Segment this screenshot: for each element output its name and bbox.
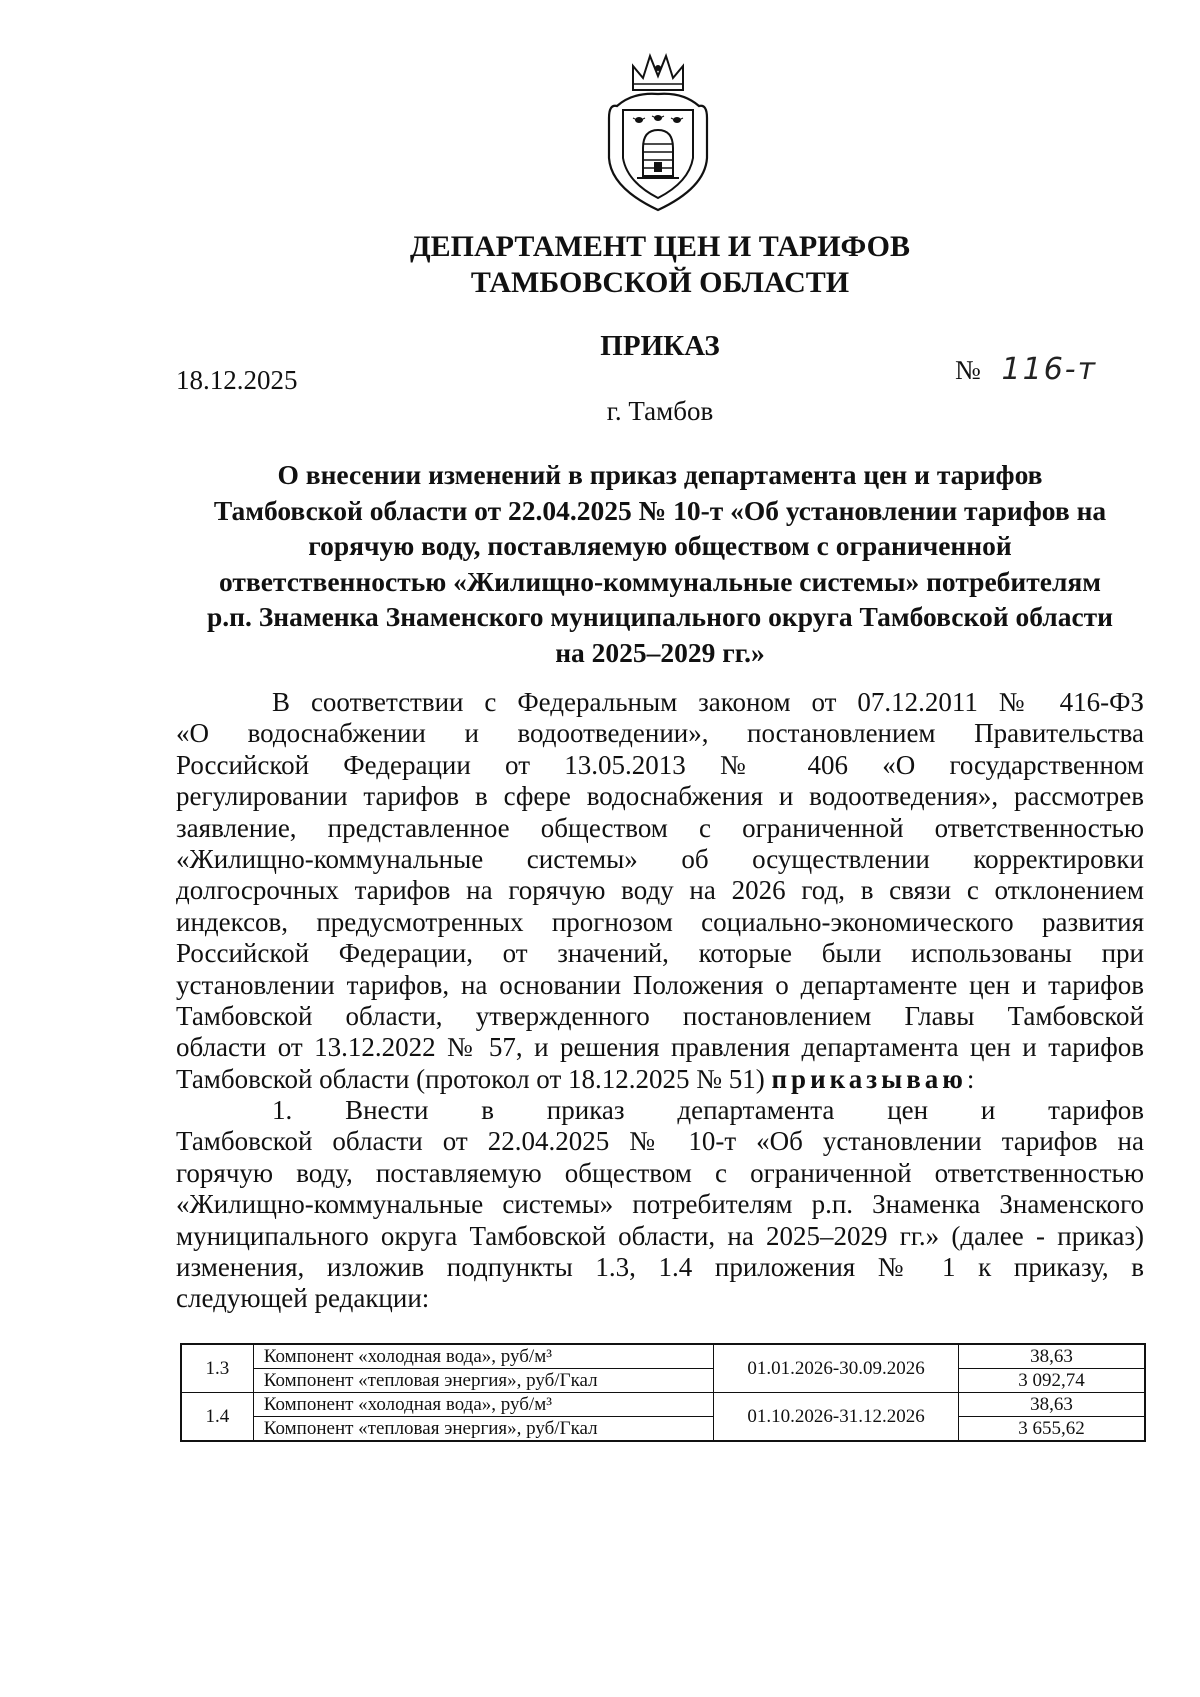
preamble-line: установлении тарифов, на основании Положения о департаменте цен и тарифов [176,969,1144,1000]
order-number [955,352,1097,387]
number-sign: № [955,355,981,385]
table-row [181,1417,1145,1442]
order-date: 18.12.2025 [176,365,298,395]
order-word: приказываю [771,1063,967,1094]
table-row [181,1369,1145,1393]
order-colon: : [966,1063,975,1094]
subject-line: О внесении изменений в приказ департамента цен и тарифов [277,459,1043,490]
preamble-line: области от 13.12.2022 № 57, и решения правления департамента цен и тарифов [176,1032,1144,1063]
subject-line: на 2025–2029 гг.» [555,636,765,668]
preamble-final-line [176,1064,1144,1095]
handwritten-order-number: 116-т [1001,352,1098,387]
table-row [181,1344,1145,1369]
tariff-period: 01.10.2026-31.12.2026 [714,1393,959,1442]
subject-line: Тамбовской области от 22.04.2025 № 10-т «Об установлении тарифов на [213,494,1107,526]
department-name-line2: ТАМБОВСКОЙ ОБЛАСТИ [470,266,850,299]
tariff-value: 3 655,62 [959,1417,1145,1442]
item1-line: изменения, изложив подпункты 1.3, 1.4 приложения № 1 к приказу, в [176,1252,1144,1283]
preamble-line: Российской Федерации от 13.05.2013 № 406 «О государственном [176,749,1144,780]
table-row [181,1393,1145,1417]
tariff-value: 3 092,74 [959,1369,1145,1393]
preamble-line: В соответствии с Федеральным законом от 07.12.2011 № 416-ФЗ [272,687,1144,717]
preamble-line: заявление, представленное обществом с ограниченной ответственностью [176,812,1144,843]
order-city: г. Тамбов [606,396,714,426]
tariff-period: 01.01.2026-30.09.2026 [714,1344,959,1393]
preamble-line: «О водоснабжении и водоотведении», постановлением Правительства [176,718,1144,749]
subject-line: р.п. Знаменка Знаменского муниципального округа Тамбовской области [206,601,1114,632]
department-name-line1: ДЕПАРТАМЕНТ ЦЕН И ТАРИФОВ [409,230,911,263]
row-code: 1.4 [181,1393,253,1442]
subject-line: горячую воду, поставляемую обществом с ограниченной [308,530,1012,561]
item1-line: муниципального округа Тамбовской области, на 2025–2029 гг.» (далее - приказ) [176,1220,1144,1251]
preamble-line: долгосрочных тарифов на горячую воду на 2026 год, в связи с отклонением [176,875,1144,906]
tariff-table [180,1343,1146,1442]
order-subject [160,457,1160,670]
order-body [176,687,1144,1315]
preamble-line: регулировании тарифов в сфере водоснабжения и водоотведения», рассмотрев [176,781,1144,812]
subject-line: ответственностью «Жилищно-коммунальные системы» потребителям [218,565,1102,597]
component-name: Компонент «холодная вода», руб/м³ [253,1393,713,1417]
preamble-line: Тамбовской области, утвержденного постановлением Главы Тамбовской [176,1000,1144,1031]
component-name: Компонент «тепловая энергия», руб/Гкал [253,1369,713,1393]
item1-line: «Жилищно-коммунальные системы» потребителям р.п. Знаменка Знаменского [176,1189,1144,1220]
tariff-value: 38,63 [959,1393,1145,1417]
item1-line: 1. Внести в приказ департамента цен и тарифов [272,1095,1144,1126]
preamble-line: «Жилищно-коммунальные системы» об осуществлении корректировки [176,843,1144,874]
preamble-line: Российской Федерации, от значений, которые были использованы при [176,938,1144,969]
preamble-final-text: Тамбовской области (протокол от 18.12.2025 № 51) [176,1063,772,1094]
item1-line: Тамбовской области от 22.04.2025 № 10-т «Об установлении тарифов на [176,1126,1144,1157]
item1-line: горячую воду, поставляемую обществом с ограниченной ответственностью [176,1157,1144,1188]
component-name: Компонент «тепловая энергия», руб/Гкал [253,1417,713,1442]
row-code: 1.3 [181,1344,253,1393]
document-type: ПРИКАЗ [600,330,720,362]
coat-of-arms-icon [603,48,713,218]
item1-line: следующей редакции: [176,1283,430,1314]
component-name: Компонент «холодная вода», руб/м³ [253,1344,713,1369]
preamble-line: индексов, предусмотренных прогнозом социально-экономического развития [176,906,1144,937]
tariff-value: 38,63 [959,1344,1145,1369]
